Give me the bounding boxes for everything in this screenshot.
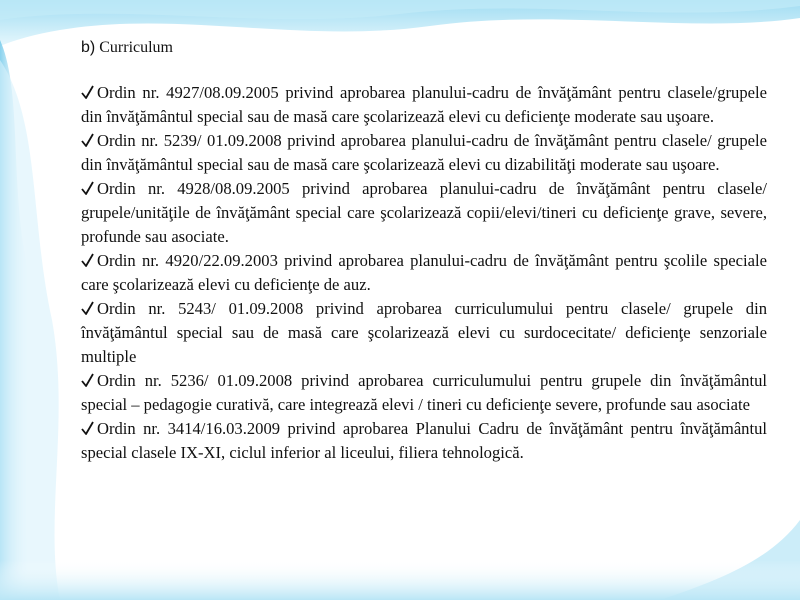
list-item (81, 417, 767, 465)
list-item (81, 249, 767, 297)
list-item-text: Ordin nr. 5243/ 01.09.2008 privind aprobarea curriculumului pentru clasele/ grupele din învăţământul special sau de masă care şcolarizează elevi cu surdocecitate/ deficienţe senzoriale multiple (81, 299, 767, 366)
section-title: Curriculum (99, 39, 173, 56)
check-mark-icon (81, 300, 94, 316)
check-mark-icon (81, 252, 94, 268)
left-wave-light (0, 60, 60, 600)
list-item (81, 177, 767, 249)
list-item-text: Ordin nr. 5239/ 01.09.2008 privind aprobarea planului-cadru de învăţământ pentru clasele/ grupele din învăţământul special sau de masă care şcolarizează elevi cu dizabilităţi moderate sau uşoare. (81, 131, 767, 174)
list-item-text: Ordin nr. 3414/16.03.2009 privind aprobarea Planului Cadru de învăţământ pentru învăţământul special clasele IX-XI, ciclul inferior al liceului, filiera tehnologică. (81, 419, 767, 462)
list-item-text: Ordin nr. 5236/ 01.09.2008 privind aprobarea curriculumului pentru grupele din învăţământul special – pedagogie curativă, care integrează elevi / tineri cu deficienţe severe, profunde sau asociate (81, 371, 767, 414)
list-item (81, 129, 767, 177)
list-item-text: Ordin nr. 4928/08.09.2005 privind aprobarea planului-cadru de învăţământ pentru clasele/ grupele/unităţile de învăţământ special care şcolarizează copii/elevi/tineri cu deficienţe grave, severe, profunde sau asociate. (81, 179, 767, 246)
section-letter: b) (81, 39, 96, 56)
order-list (81, 81, 767, 465)
slide-content (81, 36, 767, 465)
list-item-text: Ordin nr. 4927/08.09.2005 privind aprobarea planului-cadru de învăţământ pentru clasele/grupele din învăţământul special sau de masă care şcolarizează elevi cu deficienţe moderate sau uşoare. (81, 83, 767, 126)
list-item-text: Ordin nr. 4920/22.09.2003 privind aprobarea planului-cadru de învăţământ pentru şcolile speciale care şcolarizează elevi cu deficienţe de auz. (81, 251, 767, 294)
bottom-fade (0, 560, 800, 600)
check-mark-icon (81, 372, 94, 388)
check-mark-icon (81, 180, 94, 196)
list-item (81, 369, 767, 417)
list-item (81, 297, 767, 369)
list-item (81, 81, 767, 129)
check-mark-icon (81, 420, 94, 436)
check-mark-icon (81, 132, 94, 148)
section-heading (81, 36, 767, 60)
check-mark-icon (81, 84, 94, 100)
